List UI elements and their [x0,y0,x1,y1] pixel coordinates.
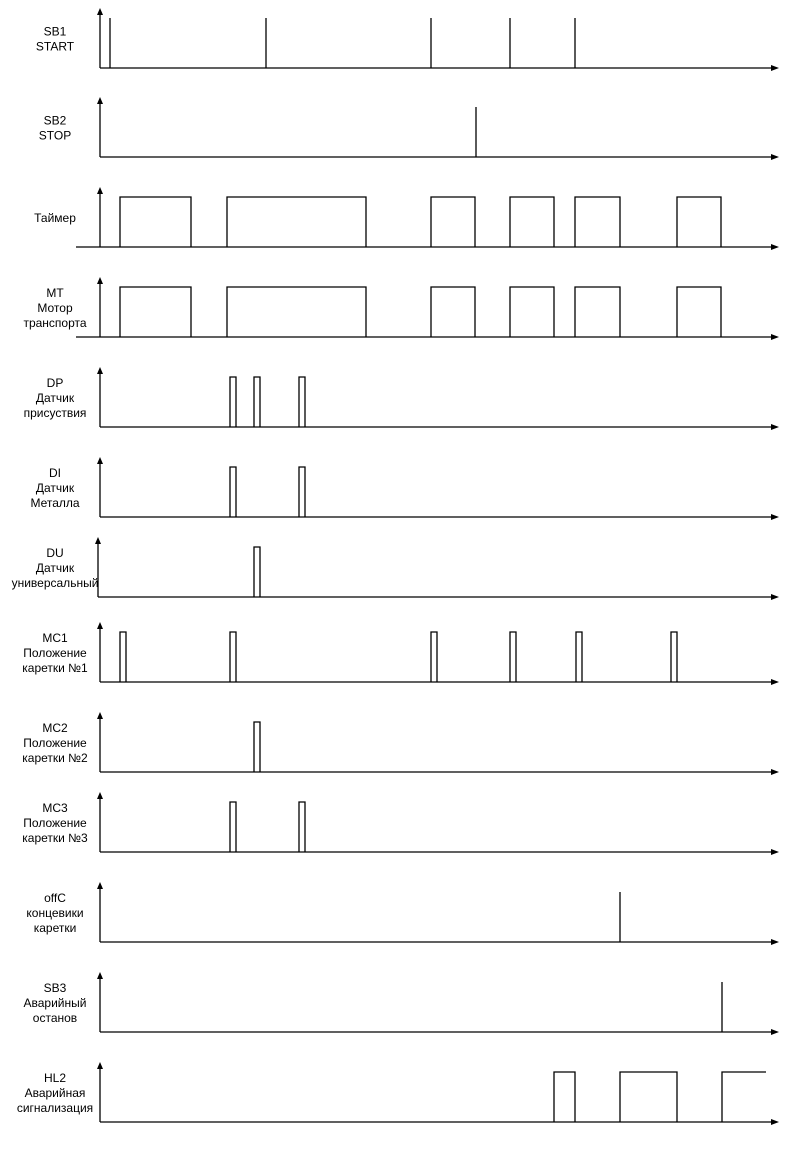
time-axis-arrow-icon [771,1029,779,1035]
pulse-du-1 [254,547,260,597]
channel-label-hl2: HL2 Аварийная сигнализация [16,1071,94,1115]
y-axis-arrow-icon [97,457,103,464]
channel-du [12,537,779,600]
pulse-hl2-3 [722,1072,766,1122]
pulse-timer-2 [227,197,366,247]
channel-label-dp: DP Датчик присуствия [23,376,87,420]
pulse-mc1-5 [576,632,582,682]
channel-timer [34,187,779,250]
pulse-hl2-1 [554,1072,575,1122]
channel-sb2 [39,97,779,160]
y-axis-arrow-icon [97,712,103,719]
time-axis-arrow-icon [771,65,779,71]
y-axis-arrow-icon [97,972,103,979]
time-axis-arrow-icon [771,514,779,520]
pulse-mc3-1 [230,802,236,852]
pulse-mt-1 [120,287,191,337]
y-axis-arrow-icon [97,187,103,194]
pulse-mt-5 [575,287,620,337]
channel-mc3 [22,792,779,855]
pulse-mt-2 [227,287,366,337]
pulse-mt-3 [431,287,475,337]
channel-label-sb3: SB3 Аварийный останов [23,981,87,1025]
y-axis-arrow-icon [97,882,103,889]
pulse-dp-1 [230,377,236,427]
pulse-mc2-1 [254,722,260,772]
channel-label-mc2: MC2 Положение каретки №2 [22,721,88,765]
channel-mc1 [22,622,779,685]
pulse-mc1-1 [120,632,126,682]
time-axis-arrow-icon [771,334,779,340]
time-axis-arrow-icon [771,769,779,775]
pulse-timer-6 [677,197,721,247]
time-axis-arrow-icon [771,424,779,430]
channel-label-mc1: MC1 Положение каретки №1 [22,631,88,675]
channel-label-di: DI Датчик Металла [30,466,80,510]
channel-dp [24,367,779,430]
pulse-mc1-2 [230,632,236,682]
y-axis-arrow-icon [97,792,103,799]
pulse-mc1-4 [510,632,516,682]
pulse-hl2-2 [620,1072,677,1122]
time-axis-arrow-icon [771,154,779,160]
y-axis-arrow-icon [97,367,103,374]
channel-label-timer: Таймер [34,211,76,225]
y-axis-arrow-icon [97,97,103,104]
channel-hl2 [17,1062,779,1125]
pulse-timer-5 [575,197,620,247]
pulse-timer-4 [510,197,554,247]
pulse-mc1-3 [431,632,437,682]
channel-label-mt: MT Мотор транспорта [23,286,87,330]
time-axis-arrow-icon [771,679,779,685]
pulse-mc3-2 [299,802,305,852]
pulse-mt-4 [510,287,554,337]
pulse-di-2 [299,467,305,517]
pulse-di-1 [230,467,236,517]
channel-label-offc: offC концевики каретки [26,891,84,935]
time-axis-arrow-icon [771,244,779,250]
pulse-mc1-6 [671,632,677,682]
channel-mc2 [22,712,779,775]
channel-label-sb2: SB2 STOP [38,113,72,143]
channel-offc [26,882,779,945]
time-axis-arrow-icon [771,939,779,945]
pulse-dp-2 [254,377,260,427]
time-axis-arrow-icon [771,849,779,855]
channel-label-sb1: SB1 START [35,24,75,54]
channel-mt [23,277,779,340]
channel-label-du: DU Датчик универсальный [11,546,99,590]
channel-di [30,457,779,520]
channel-label-mc3: MC3 Положение каретки №3 [22,801,88,845]
pulse-timer-1 [120,197,191,247]
time-axis-arrow-icon [771,1119,779,1125]
y-axis-arrow-icon [97,277,103,284]
pulse-timer-3 [431,197,475,247]
time-axis-arrow-icon [771,594,779,600]
channel-sb3 [24,972,779,1035]
pulse-mt-6 [677,287,721,337]
y-axis-arrow-icon [95,537,101,544]
y-axis-arrow-icon [97,622,103,629]
pulse-dp-3 [299,377,305,427]
y-axis-arrow-icon [97,1062,103,1069]
channel-sb1 [36,8,779,71]
y-axis-arrow-icon [97,8,103,15]
